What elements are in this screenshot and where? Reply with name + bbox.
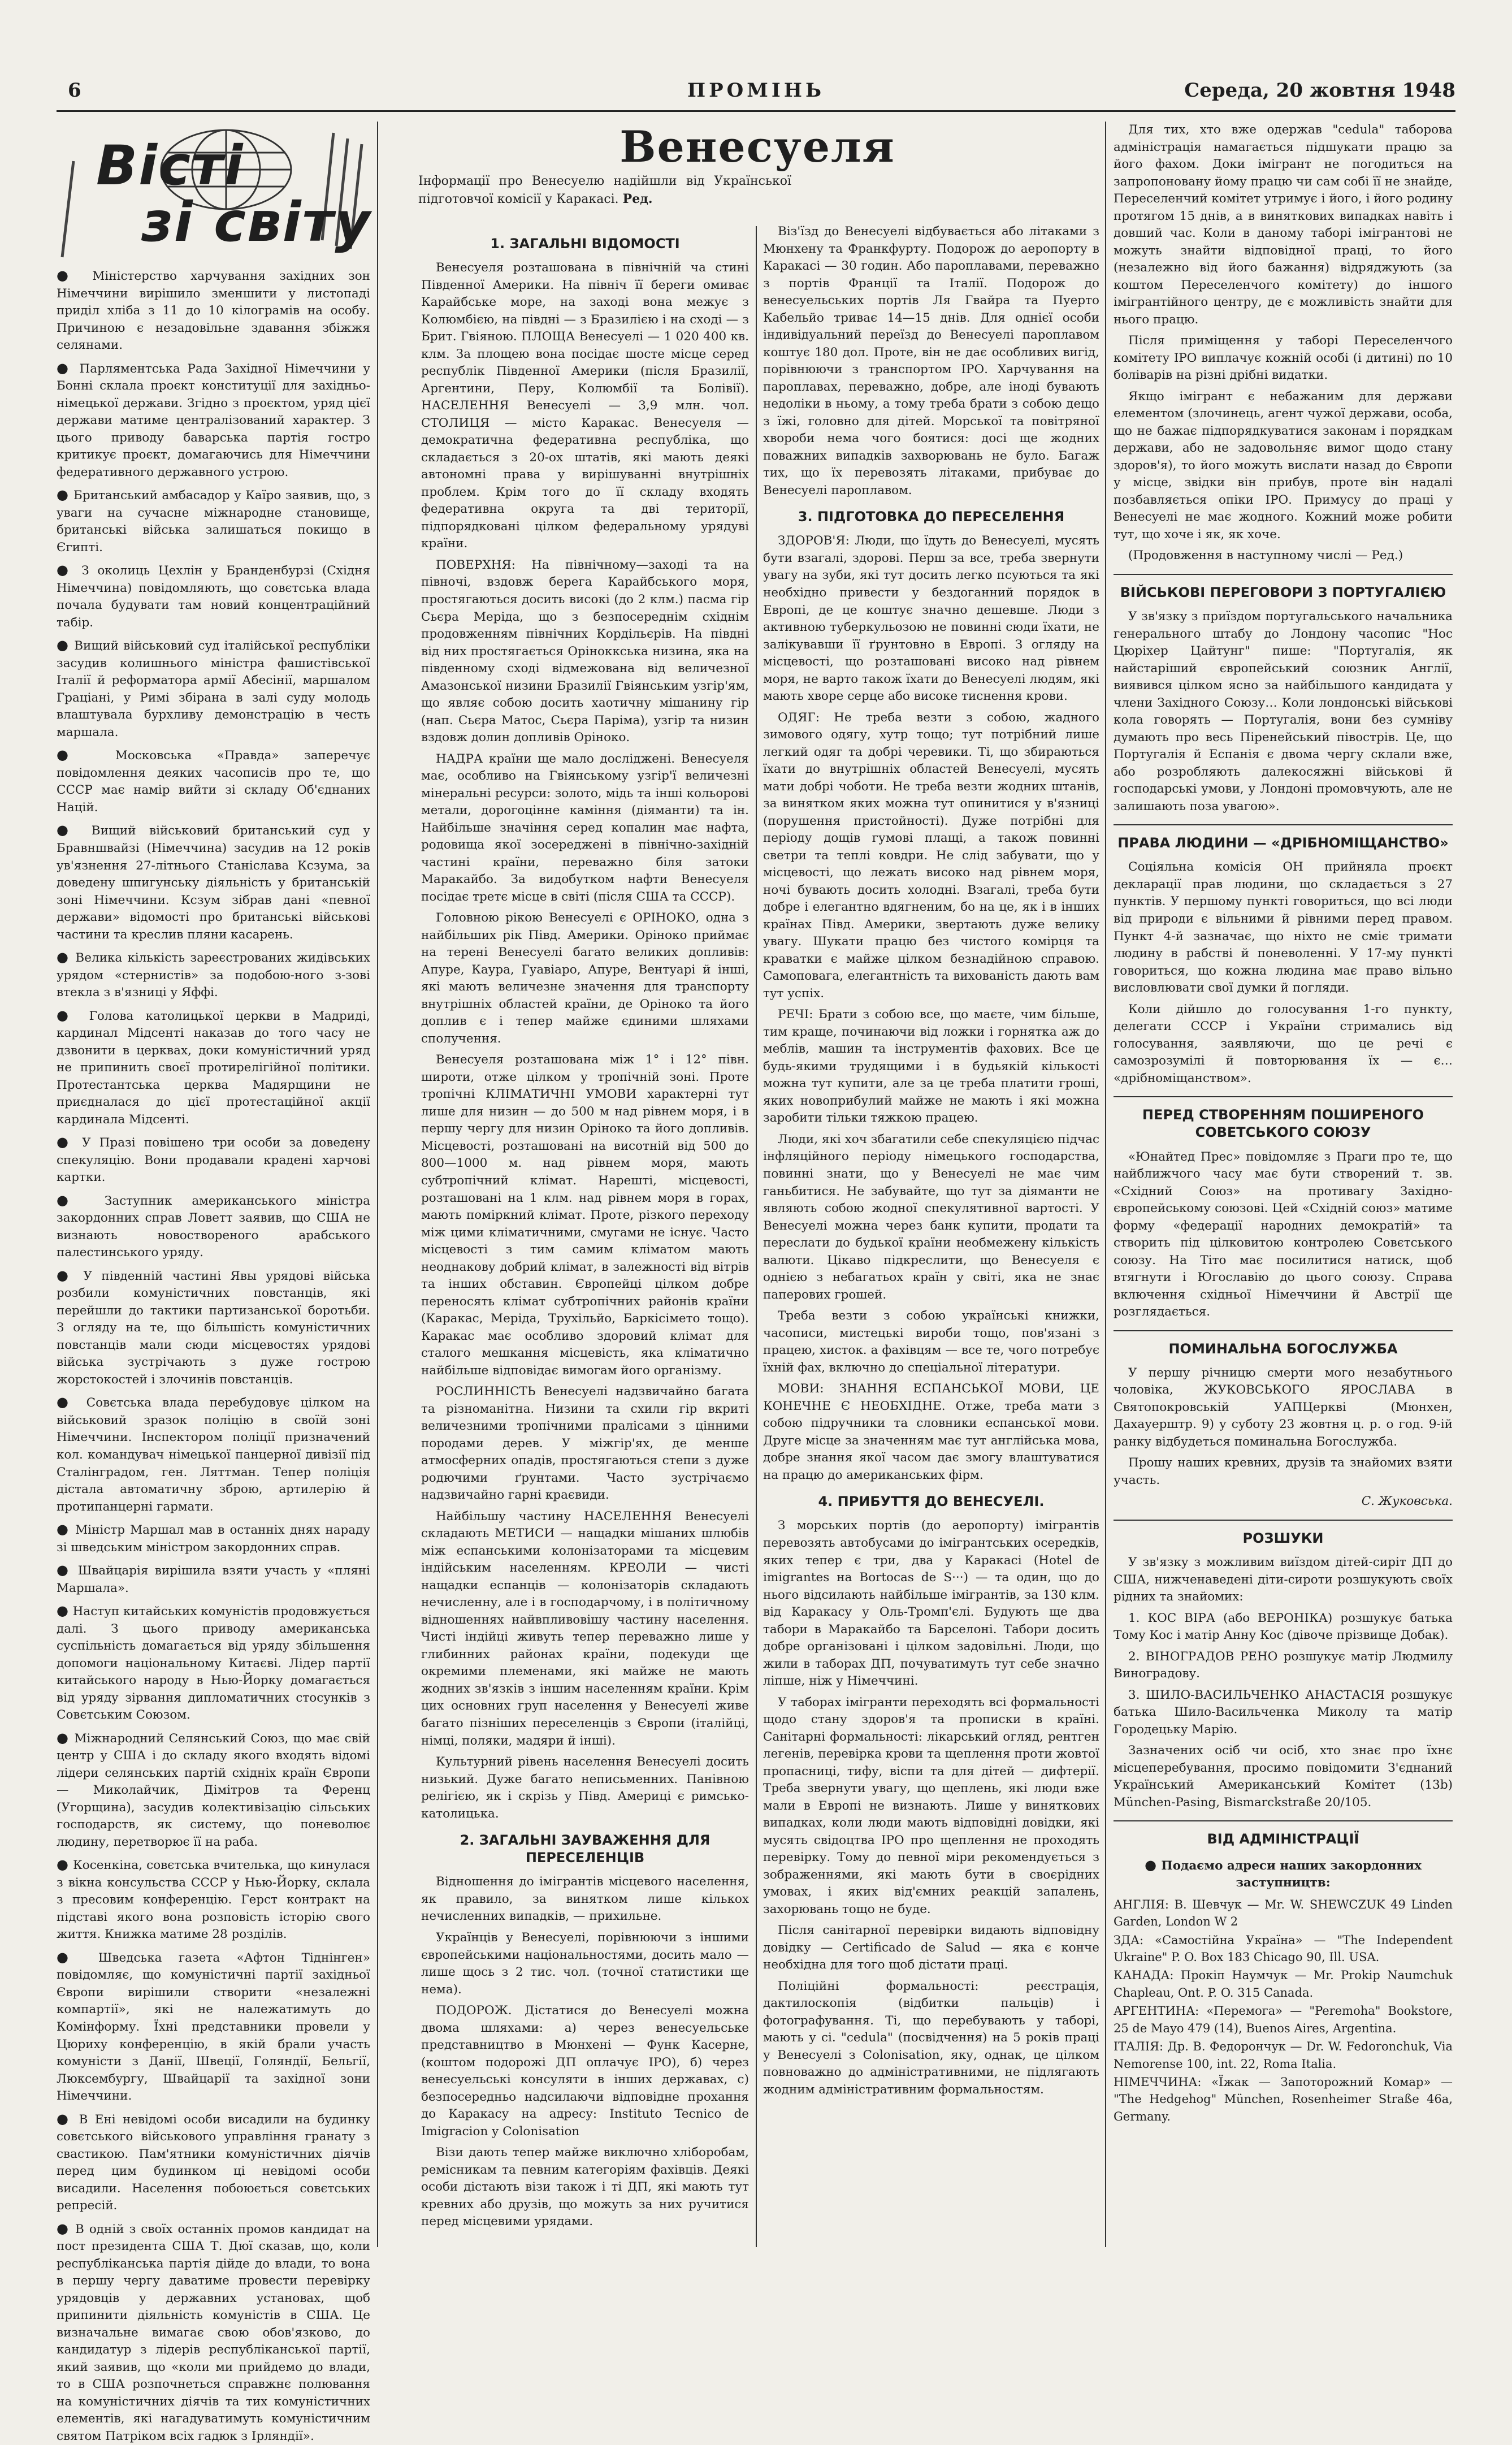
issue-date: Середа, 20 жовтня 1948 xyxy=(1184,79,1455,102)
section-divider xyxy=(1114,574,1453,575)
address-entry: АРГЕНТИНА: «Перемога» — "Peremoha" Bookstore, 25 de Mayo 479 (14), Buenos Aires, Argentina. xyxy=(1114,2004,1453,2035)
news-item: ● Міжнародний Селянський Союз, що має свій центр у США і до складу якого входять відомі лідери селянських партій східніх країн Європи — Миколайчик, Дімітров та Ференц (Угорщина), засудив колективізацію сільських господарств, як систему, що поневолює людину, перетворює її на раба. xyxy=(57,1728,370,1851)
article-heading: ПОМИНАЛЬНА БОГОСЛУЖБА xyxy=(1168,1340,1398,1357)
news-item: ● Вищий військовий суд італійської республіки засудив колишнього міністра фашистівської Італії й реформатора армії Абесінії, маршалом Граціані, у Римі збірана в залі суду молодь влаштувала бурхливу демонстрацію в честь маршала. xyxy=(57,635,370,741)
paragraph: РЕЧІ: Брати з собою все, що маєте, чим більше, тим краще, починаючи від ложки і горнятка аж до меблів, машин та інструментів фахових. Все це будь-якими трудящими і в будьякій кількості можна тут купити, але за це треба платити гроші, яких новоприбулий майже не мають і які можна заробити тільки тяжкою працею. xyxy=(763,1007,1099,1126)
article-heading: ПРАВА ЛЮДИНИ — «ДРІБНОМІЩАНСТВО» xyxy=(1117,835,1449,851)
paragraph: У таборах імігранти переходять всі формальності щодо стану здоров'я та прописки в країні. Санітарні формальності: лікарський огляд, рентген легенів, перевірка крови та щеплення проти жовтої пропасниці, тифу, віспи та для дітей — дифтерії. Треба звернути увагу, що щеплень, які люди вже мали в Европі не визнають. Лише у виняткових випадках, коли люди мають відповідні довідки, які мусять свідоцтва ІРО про щеплення не проходять перевірку. Тому до певної міри рекомендується з зображеннями, які мають бути в своєрідних умовах, і яких від'ємних реакцій запалень, захорювань тощо не буде. xyxy=(763,1695,1099,1916)
world-news-column xyxy=(57,266,370,2443)
section-divider xyxy=(1114,824,1453,825)
section-heading: 1. ЗАГАЛЬНІ ВІДОМОСТІ xyxy=(490,236,680,252)
news-item: ● Московська «Правда» заперечує повідомлення деяких часописів про те, що СССР має намір вийти зі складу Об'єднаних Націй. xyxy=(57,745,370,816)
paragraph: РОСЛИННІСТЬ Венесуелі надзвичайно багата та різноманітна. Низини та схили гір вкриті величезними тропічними пралісами з цінними породами дерев. У міжгір'ях, де менше атмосферних опадів, простягаються степи з дуже родючими ґрунтами. Часто зустрічаємо надзвичайно гарні краєвиди. xyxy=(421,1384,749,1503)
news-item: ● Швайцарія вирішила взяти участь у «пляні Маршала». xyxy=(57,1560,370,1597)
venezuela-column-2 xyxy=(763,223,1099,2244)
paragraph: Головною рікою Венесуелі є ОРІНОКО, одна з найбільших рік Півд. Америки. Оріноко приймає на терені Венесуелі багато великих допливів: Апуре, Каура, Гуавіаро, Апуре, Вентуарі й інші, які мають величезне значення для транспорту внутрішніх областей країни, де Оріноко та його доплив є і тепер майже єдиними шляхами сполучення. xyxy=(421,911,749,1046)
paragraph: Соціяльна комісія ОН прийняла проєкт декларації прав людини, що складається з 27 пунктів. У першому пункті говориться, що всі люди від природи є вільними й рівними перед правом. Пункт 4-й зазначає, що ніхто не сміє тримати людину в рабстві й поневоленні. У 17-му пункті говориться, що кожна людина має право вільно висловлювати свої думки й погляди. xyxy=(1114,860,1453,996)
paragraph: 1. КОС ВІРА (або ВЕРОНІКА) розшукує батька Тому Кос і матір Анну Кос (дівоче прізвище Добак). xyxy=(1114,1611,1453,1643)
masthead-title-line1: Вісті xyxy=(96,134,244,197)
misc-news-column xyxy=(1114,122,1453,2247)
article-title: Венесуеля xyxy=(619,122,895,172)
paragraph: Коли дійшло до голосування 1-го пункту, делегати СССР і України стримались від голосування, заявляючи, що це речі є самозрозумілі й повторювання їх — є… «дрібноміщанством». xyxy=(1114,1002,1453,1085)
paragraph: У зв'язку з можливим виїздом дітей-сиріт ДП до США, нижченаведені діти-сироти розшукують своїх рідних та знайомих: xyxy=(1114,1555,1453,1604)
paragraph: Зазначених осіб чи осіб, хто знає про їхнє місцеперебування, просимо повідомити З'єднаний Український Американський Комітет (13b) München-Pasing, Bismarckstraße 20/105. xyxy=(1114,1743,1453,1810)
address-entry: КАНАДА: Прокіп Наумчук — Mr. Prokip Naumchuk Chapleau, Ont. P. O. 315 Canada. xyxy=(1114,1968,1453,2000)
news-item: ● Вищий військовий британський суд у Бравншвайзі (Німеччина) засудив на 12 років ув'язнення 27-літнього Станіслава Ксзума, за доведену шпигунську діяльність у британській зоні Німеччини. Ксзум зібрав дані «певної держави» відомості про британські військові частини та креслив пляни касарень. xyxy=(57,820,370,944)
news-item: ● В одній з своїх останніх промов кандидат на пост президента США Т. Дюї сказав, що, коли республіканська партія дійде до влади, то вона в першу чергу даватиме провести перевірку урядовців у державних установах, щоб припинити діяльність комуністів в США. Це визначальне вимагає свою обов'язково, до кандидатур з лідерів республіканської партії, який заявив, що «коли ми прийдемо до влади, то в США розпочнеться справжнє полювання на комуністичних діячів та тих комуністичних елементів, які нагадуватимуть комуністичним святом Патріком всіх гадюк з Ірляндії». xyxy=(57,2219,370,2445)
news-item: ● У південній частині Явы урядові війська розбили комуністичних повстанців, які перейшли до тактики партизанської боротьби. З огляду на те, що більшість комуністичних повстанців мали сюди місцевостях урядові війська зустрічають з дуже гострою жорстокостей і злочинів повстанців. xyxy=(57,1266,370,1389)
news-item: ● Косенкіна, совєтська вчителька, що кинулася з вікна консульства СССР у Нью-Йорку, склала з пресовим конференцію. Герст контракт на підставі якого вона розповість історію свого життя. Книжка матиме 28 розділів. xyxy=(57,1855,370,1944)
article-heading: ВІЙСЬКОВІ ПЕРЕГОВОРИ З ПОРТУГАЛІЄЮ xyxy=(1120,584,1446,600)
section-heading: 2. ЗАГАЛЬНІ ЗАУВАЖЕННЯ ДЛЯ ПЕРЕСЕЛЕНЦІВ xyxy=(460,1832,710,1866)
paragraph: ПОДОРОЖ. Дістатися до Венесуелі можна двома шляхами: а) через венесуельське представництво в Мюнхені — Функ Касерне, (коштом подорожі ДП оплачує ІРО), б) через венесуельські консуляти в інших державах, с) безпосередньо надсилаючи відповідне прохання до Каракасу на адресу: Instituto Tecnico de Imigracion y Colonisation xyxy=(421,2003,749,2139)
paragraph: Люди, які хоч збагатили себе спекуляцією підчас інфляційного періоду німецького господарства, повинні знати, що у Венесуелі не має чим ганьбитися. Не забувайте, що тут за діяманти не являють собою жодної спекулятивної вартості. У Венесуелі можна через банк купити, продати та переслати до будької країни необмежену кількість валюти. Цікаво підкреслити, що Венесуеля є однією з небагатьох країн у світі, яка не знає паперових грошей. xyxy=(763,1132,1099,1302)
intro-text: Інформації про Венесуелю надійшли від Української підготовчої комісії у Каракасі. xyxy=(418,174,791,206)
paragraph: З морських портів (до аеропорту) імігрантів перевозять автобусами до імігрантських осередків, яких тепер є три, два у Каракасі (Hotel de imigrantes на Bortocas de S···) — та один, що до нього відсилають найбільше імігрантів, за 130 клм. від Каракасу у Оль-Тромп'єлі. Будують ще два табори в Маракайбо та Барселоні. Табори досить добре організовані і цілком задовільні. Люди, що жили в таборах ДП, почуватимуть тут себе значно ліпше, ніж у Німеччині. xyxy=(763,1518,1099,1689)
paragraph: Візи дають тепер майже виключно хліборобам, ремісникам та певним категоріям фахівців. Деякі особи дістають візи також і ті ДП, які мають тут кревних або друзів, що можуть за них ручитися перед місцевими урядами. xyxy=(421,2145,749,2229)
news-item: ● Заступник американського міністра закордонних справ Ловетт заявив, що США не визнають новоствореного арабського палестинського уряду. xyxy=(57,1191,370,1262)
newspaper-name: ПРОМІНЬ xyxy=(687,79,825,102)
news-item: ● З околиць Цехлін у Бранденбурзі (Східня Німеччина) повідомляють, що совєтська влада почала будувати там новий концентраційний табір. xyxy=(57,560,370,631)
news-item: ● Совєтська влада перебудовує цілком на військовий зразок поліцію в своїй зоні Німеччини. Інспектором поліції призначений кол. командувач німецької панцерної дивізії під Сталінградом, ген. Ляттман. Тепер поліція дістала автоматичну зброю, артилерію й протипанцерні гармати. xyxy=(57,1392,370,1516)
paragraph: Відношення до імігрантів місцевого населення, як правило, за винятком лише кількох нечисленних випадків, — прихильне. xyxy=(421,1875,749,1924)
paragraph: Прошу наших кревних, друзів та знайомих взяти участь. xyxy=(1114,1456,1453,1487)
paragraph: ● Подаємо адреси наших закордонних заступництв: xyxy=(1114,1855,1453,1892)
column-divider xyxy=(1105,122,1106,2247)
page-header xyxy=(57,79,1455,107)
continued-note: (Продовження в наступному числі — Ред.) xyxy=(1128,548,1403,563)
section-divider xyxy=(1114,1820,1453,1821)
paragraph: Венесуеля розташована в північній ча стині Південної Америки. На північ її береги омиває Карайбське море, на заході вона межує з Колюмбією, на півдні — з Бразилією і на сході — з Брит. Гвіяною. ПЛОЩА Венесуелі — 1 020 400 кв. клм. За площею вона посідає шосте місце серед республік Південної Америки (після Бразилії, Аргентини, Перу, Колюмбії та Болівії). НАСЕЛЕННЯ Венесуелі — 3,9 млн. чол. СТОЛИЦЯ — місто Каракас. Венесуеля — демократична федеративна республіка, що складається з 20-ох штатів, які мають деякі автономні права у вирішуванні внутрішніх проблем. Крім того до її складу входять федеративна округа та дві території, підпорядковані цілком федеральному урядуві країни. xyxy=(421,261,749,551)
column-divider xyxy=(377,122,378,2247)
page-number: 6 xyxy=(68,79,81,102)
address-entry: ІТАЛІЯ: Др. В. Федорончук — Dr. W. Fedoronchuk, Via Nemorense 100, int. 22, Roma Italia. xyxy=(1114,2040,1453,2071)
intro-signature: Ред. xyxy=(622,191,653,206)
paragraph: ЗДОРОВ'Я: Люди, що їдуть до Венесуелі, мусять бути взагалі, здорові. Перш за все, треба звернути увагу на зуби, які тут досить легко псуються та які необхідно привести у бездоганний порядок в Европі, де це коштує значно дешевше. Люди з активною туберкульозою не повинні сюди їхати, не залікувавши її ґрунтовно в Европі. З огляду на місцевості, що розташовані високо над рівнем моря, не варто також їхати до Венесуелі людям, які мають хворе серце або високе тиснення крови. xyxy=(763,534,1099,704)
address-list xyxy=(1114,1896,1453,2126)
news-item: ● В Ені невідомі особи висадили на будинку совєтського військового управління гранату з свастикою. Пам'ятники комуністичних діячів перед цим будинком ці невідомі особи висадили. Населення побоюється совєтських репресій. xyxy=(57,2109,370,2215)
header-rule xyxy=(57,110,1455,112)
paragraph: Венесуеля розташована між 1° і 12° півн. широти, отже цілком у тропічній зоні. Проте тропічні КЛІМАТИЧНІ УМОВИ характерні тут лише для низин — до 500 м над рівнем моря, і в першу чергу для низин Оріноко та його допливів. Місцевості, розташовані на висотній від 500 до 800—1000 м. над рівнем моря, мають субтропічний клімат. Нарешті, місцевості, розташовані на 1 клм. над рівнем моря в горах, мають поміркний клімат. Проте, різкого переходу між цими кліматичними, смугами не існує. Часто місцевості з тим самим кліматом мають неоднакову добрий клімат, в залежності від вітрів та інших обставин. Європейці цілком добре переносять клімат субтропічних районів країни (Каракас, Меріда, Трухільйо, Баркісімето тощо). Каракас має особливо здоровий клімат для сталого мешкання місцевість, яка кліматично найбільше відповідає вимогам його організму. xyxy=(421,1053,749,1378)
paragraph: Поліційні формальності: реєстрація, дактилоскопія (відбитки пальців) і фотографування. Ті, що перебувають у таборі, мають у сі. "cedula" (посвідчення) на 5 років праці у Венесуелі з Colonisation, яку, однак, це цілком повноважно до адміністративними, не підлягають жодним адміністративним формальностям. xyxy=(763,1979,1099,2097)
paragraph: Віз'їзд до Венесуелі відбувається або літаками з Мюнхену та Франкфурту. Подорож до аеропорту в Каракасі — 30 годин. Або пароплавами, переважно з портів Франції та Італії. Подорож до венесуельських портів Ля Гвайра та Пуерто Кабельйо триває 14—15 днів. Для однієї особи індивідуальний переїзд до Венесуелі пароплавом коштує 180 дол. Проте, він не дає особливих вигід, порівнюючи з транспортом ІРО. Харчування на пароплавах, переважно, добре, але іноді бувають недоліки в ньому, а тому треба брати з собою дещо з їжі, головно для дітей. Морської та повітряної хвороби нема чого боятися: досі ще жодних поважних випадків захворювань не було. Багаж тих, що їх перевозять літаками, прибуває до Венесуелі пароплавом. xyxy=(763,224,1099,497)
paragraph: 2. ВІНОГРАДОВ РЕНО розшукує матір Людмилу Виноградову. xyxy=(1114,1649,1453,1681)
article-heading: ПЕРЕД СТВОРЕННЯМ ПОШИРЕНОГО СОВЕТСЬКОГО СОЮЗУ xyxy=(1142,1107,1424,1141)
section-divider xyxy=(1114,1520,1453,1521)
news-item: ● Велика кількість зареєстрованих жидівських урядом «стернистів» за подобою-ного з-зові втекла з в'язниці у Яффі. xyxy=(57,947,370,1002)
section-heading: 4. ПРИБУТТЯ ДО ВЕНЕСУЕЛІ. xyxy=(818,1494,1045,1510)
paragraph: МОВИ: ЗНАННЯ ЕСПАНСЬКОЇ МОВИ, ЦЕ КОНЕЧНЕ Є НЕОБХІДНЕ. Отже, треба мати з собою підручники та словники еспанської мови. Друге місце за значенням має тут англійська мова, добре знання якої часом дає змогу влаштуватися на працю до американських фірм. xyxy=(763,1382,1099,1482)
news-item: ● Міністр Маршал мав в останніх днях нараду зі шведським міністром закордонних справ. xyxy=(57,1520,370,1556)
section-divider xyxy=(1114,1330,1453,1331)
paragraph: Якщо імігрант є небажаним для держави елементом (злочинець, агент чужої держави, особа, що не бажає підпорядкуватися законам і порядкам держави, або не задовольняє вимог щодо стану здоров'я), то його можуть вислати назад до Європи у місце, звідки він прибув, проте він надалі позбавляється опіки ІРО. Примусу до праці у Венесуелі не має жодного. Кожний може робити тут, що хоче і як, як хоче. xyxy=(1114,389,1453,542)
paragraph: ПОВЕРХНЯ: На північному—заході та на півночі, вздовж берега Карайбського моря, простягаються досить високі (до 2 клм.) пасма гір Сьєра Меріда, що з безпосереднім східнім продовженням північних Кордільєрів. На півдні від них простягається Оріноккська низина, яка на південному сході відмежована від величезної Амазонської низини Бразилії Гвіянським узгір'ям, що являє собою досить хаотичну мішанину гір (нап. Сьєра Матос, Сьєра Паріма), узгір та низин вздовж долин допливів Оріноко. xyxy=(421,557,749,745)
paragraph: Українців у Венесуелі, порівнюючи з іншими європейськими національностями, досить мало — лише щось з 2 тис. чол. (точної статистики ще нема). xyxy=(421,1931,749,1997)
address-entry: ЗДА: «Самостійна Україна» — "The Independent Ukraine" P. O. Box 183 Chicago 90, Ill. USA. xyxy=(1114,1933,1453,1964)
address-entry: НІМЕЧЧИНА: «Їжак — Запоторожний Комар» — "The Hedgehog" München, Rosenheimer Straße 46a, Germany. xyxy=(1114,2075,1453,2123)
news-item: ● Британський амбасадор у Каїро заявив, що, з уваги на сучасне міжнародне становище, британські війська залишаться покищо в Єгипті. xyxy=(57,485,370,556)
news-item: ● Міністерство харчування західних зон Німеччини вирішило зменшити у листопаді приділ хліба з 11 до 10 кілограмів на особу. Причиною є незадовільне здавання збіжжя селянами. xyxy=(57,266,370,354)
signature: С. Жуковська. xyxy=(1361,1494,1453,1509)
news-item: ● Шведська газета «Афтон Тіднінген» повідомляє, що комуністичні партії західньої Європи вирішили створити «незалежні компартії», які не належатимуть до Комінформу. Їхні представники провели у Цюриху конференцію, в якій брали участь комуністи з Данії, Швеції, Голяндії, Бельгії, Люксембургу, Швайцарії та західної зони Німеччини. xyxy=(57,1948,370,2105)
article-heading: ВІД АДМІНІСТРАЦІЇ xyxy=(1207,1831,1359,1847)
news-item: ● Голова католицької церкви в Мадриді, кардинал Мідсенті наказав до того часу не дзвонити в церквах, доки комуністичний уряд не припинить своєї протирелігійної політики. Протестантська церква Мадярщини не приєдналася до цієї протестаційної акції кардинала Мідсенті. xyxy=(57,1006,370,1129)
paragraph: Для тих, хто вже одержав "cedula" таборова адміністрація намагається підшукати працю за його фахом. Доки імігрант не погодиться на запропоновану йому працю чи сам собі її не знайде, Переселенчий комітет утримує і його, і його родину протягом 15 днів, а в виняткових випадках навіть і довший час. Коли в даному таборі імігрантові не можуть знайти відповідної праці, то його (незалежно від його бажання) відряджують (за коштом Переселенчого комітету) до іншого імігрантійного центру, де є можливість знайти для нього працю. xyxy=(1114,123,1453,327)
paragraph: Після санітарної перевірки видають відповідну довідку — Certificado de Salud — яка є конче необхідна для того щоб дістати праці. xyxy=(763,1923,1099,1972)
paragraph: 3. ШИЛО-ВАСИЛЬЧЕНКО АНАСТАСІЯ розшукує батька Шило-Васильченка Миколу та матір Городецьку Марію. xyxy=(1114,1687,1453,1737)
venezuela-column-1 xyxy=(421,226,749,2244)
paragraph: Треба везти з собою українські книжки, часописи, мистецькі вироби тощо, пов'язані з працею, хисток. а фахівцям — все те, чого потребує їхній фах, включно до спеціальної літератури. xyxy=(763,1309,1099,1375)
paragraph: «Юнайтед Прес» повідомляє з Праги про те, що найближчого часу має бути створений т. зв. «Східний Союз» на противагу Західно-європейському союзові. Цей «Східній союз» матиме форму «федерації народних демократій» та створить під цілковитою контролею Совєтського союзу. На Тіто має посилитися натиск, щоб втягнути і Югославію до цього союзу. Справа включення східньої Німеччини й Австрії ще розглядається. xyxy=(1114,1149,1453,1319)
article-heading: РОЗШУКИ xyxy=(1242,1530,1324,1546)
paragraph: Після приміщення у таборі Переселенчого комітету ІРО виплачує кожній особі (і дитині) по 10 боліварів на різні дрібні видатки. xyxy=(1114,334,1453,383)
section-heading: 3. ПІДГОТОВКА ДО ПЕРЕСЕЛЕННЯ xyxy=(798,509,1065,525)
paragraph: У першу річницю смерти мого незабутнього чоловіка, ЖУКОВСЬКОГО ЯРОСЛАВА в Святопокровській УАПЦеркві (Мюнхен, Дахауерштр. 9) у суботу 23 жовтня ц. р. о год. 9-ій ранку відбудеться поминальна Богослужба. xyxy=(1114,1365,1453,1449)
news-section-logo xyxy=(57,127,373,263)
news-item: ● Наступ китайських комуністів продовжується далі. З цього приводу американська суспільність домагається від уряду збільшення допомоги національному Китаєві. Лідер партії китайського народу в Нью-Йорку домагається від уряду зірвання дипломатичних стосунків з Совєтським Союзом. xyxy=(57,1601,370,1724)
paragraph: ОДЯГ: Не треба везти з собою, жадного зимового одягу, хутр тощо; тут потрібний лише легкий одяг та добрі черевики. Ті, що збираються їхати до внутрішніх областей Венесуелі, мусять мати добрі чоботи. Не треба везти жодних штанів, за винятком яких можна тут опинитися у в'язниці (порушення пристойності). Дуже потрібні для періоду дощів гумові плащі, а також повинні светри та теплі ковдри. Не слід забувати, що у місцевості, що лежать високо над рівнем моря, ночі бувають досить холодні. Взагалі, треба бути добре і елегантно вдягненим, бо на це, як і в інших країнах Півд. Америки, звертають дуже велику увагу. Шукати працю без чистого комірця та краватки є майже цілком безнадійною справою. Самоповага, елегантність та вихованість дають вам тут успіх. xyxy=(763,710,1099,1001)
paragraph: Культурний рівень населення Венесуелі досить низький. Дуже багато неписьменних. Панівною релігією, як і скрізь у Півд. Америці є римсько-католицька. xyxy=(421,1755,749,1821)
section-divider xyxy=(1114,1096,1453,1097)
news-item: ● Парляментська Рада Західної Німеччини у Бонні склала проєкт конституції для західньо-німецької держави. Згідно з проєктом, уряд цієї держави матиме централізований характер. З цього приводу баварська партія гостро критикує проєкт, домагаючись для Німеччини федеративного державного устрою. xyxy=(57,358,370,482)
column-divider xyxy=(756,226,757,2247)
paragraph: НАДРА країни ще мало досліджені. Венесуеля має, особливо на Гвіянському узгір'ї величезні мінеральні ресурси: золото, мідь та інші кольорові метали, дорогоцінне каміння (діяманти) та ін. Найбільше значіння серед копалин має нафта, родовища якої зосереджені в північно-західній частині країни, переважно біля затоки Маракайбо. За видобутком нафти Венесуеля посідає третє місце в світі (після США та СССР). xyxy=(421,751,749,904)
article-intro xyxy=(418,172,791,209)
masthead-title-line2: зі світу xyxy=(141,191,371,254)
paragraph: У зв'язку з приїздом португальського начальника генерального штабу до Лондону часопис "Нос Цюріхер Цайтунг" пише: "Португалія, як найстаріший європейський союзник Англії, виявився цілком ясно за найбільшого кандидата у члени Західного Союзу… Коли лондонські військові кола говорять — Португалія, вони без сумніву думають про весь Піренейський півострів. Це, що Португалія й Еспанія є двома чергу склали вже, або розробляють далекосяжні військові й господарські умови, у Лондоні промовчують, але не залишають поза увагою». xyxy=(1114,609,1453,813)
address-entry: АНГЛІЯ: В. Шевчук — Mr. W. SHEWCZUK 49 Linden Garden, London W 2 xyxy=(1114,1897,1453,1929)
paragraph: Найбільшу частину НАСЕЛЕННЯ Венесуелі складають МЕТИСИ — нащадки мішаних шлюбів між еспанськими колонізаторами та місцевим індійським населенням. КРЕОЛИ — чисті нащадки еспанців — колонізаторів складають нечисленну, але і в господарчому, і в політичному відношеннях найвпливовішу частину населення. Чисті індійці живуть тепер переважно лише у глибинних районах країни, подекуди ще окремими племенами, які майже не мають жодних зв'язків з іншим населенням країни. Крім цих основних груп населення у Венесуелі живе багато пізніших переселенців з Європи (італійці, німці, поляки, мадяри й інші). xyxy=(421,1509,749,1748)
news-item: ● У Празі повішено три особи за доведену спекуляцію. Вони продавали крадені харчові картки. xyxy=(57,1132,370,1187)
